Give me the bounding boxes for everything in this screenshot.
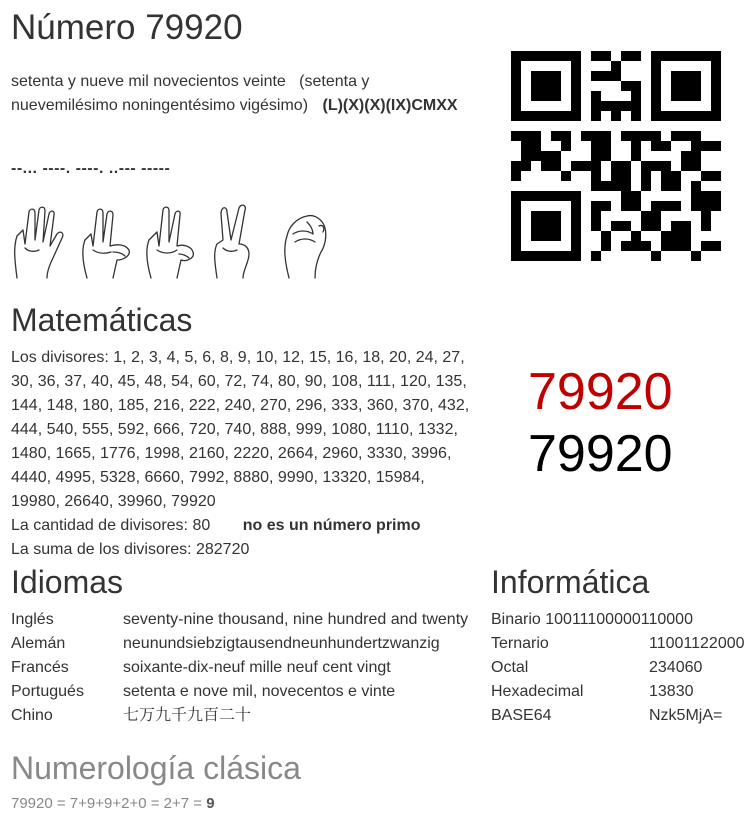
language-text: seventy-nine thousand, nine hundred and twenty — [123, 611, 469, 628]
math-heading: Matemáticas — [11, 302, 193, 338]
base-label: Hexadecimal — [491, 683, 584, 700]
ordinal-words: (setenta y nuevemilésimo noningentésimo vigésimo) — [11, 73, 370, 114]
language-name: Inglés — [11, 611, 54, 628]
language-name: Alemán — [11, 635, 66, 652]
language-text: 七万九千九百二十 — [123, 707, 252, 724]
prime-status: no es un número primo — [242, 517, 421, 534]
language-text: setenta e nove mil, novecentos e vinte — [123, 683, 396, 700]
language-name: Chino — [11, 707, 53, 724]
base-value: 234060 — [649, 659, 703, 676]
morse-code: --... ----. ----. ..--- ----- — [11, 160, 171, 177]
big-number-red: 79920 — [528, 363, 673, 421]
divisors-values: 1, 2, 3, 4, 5, 6, 8, 9, 10, 12, 15, 16, 18, 20, 24, 27, 30, 36, 37, 40, 45, 48, 54, 60, 72, 74, 80, 90, 108, 111, 120, 135, 144, 148, 180, 185, 216, 222, 240, 270, 296, 333, 360, 370, 432, 444, 540, 555, 592, 666, 720, 740, 888, 999, 1080, 1110, 1332, 1480, 1665, 1776, 1998, 2160, 2220, 2664, 2960, 3330, 3996, 4440, 4995, 5328, 6660, 7992, 8880, 9990, 13320, 15984, 19980, 26640, 39960, 79920 — [11, 349, 470, 510]
language-name: Francés — [11, 659, 69, 676]
number-in-words — [11, 70, 466, 118]
page-title: Número 79920 — [11, 8, 243, 47]
base-value: 13830 — [649, 683, 694, 700]
qr-code-icon — [511, 51, 721, 261]
language-name: Portugués — [11, 683, 84, 700]
divisor-count: La cantidad de divisores: 80 — [11, 517, 211, 534]
numerology-heading: Numerología clásica — [11, 750, 301, 786]
binary-row: Binario 10011100000110000 — [491, 611, 693, 628]
base-label: Ternario — [491, 635, 549, 652]
sign-language-hands-icon — [11, 200, 341, 282]
cardinal-words: setenta y nueve mil novecientos veinte — [11, 73, 286, 90]
language-text: soixante-dix-neuf mille neuf cent vingt — [123, 659, 391, 676]
base-value: Nzk5MjA= — [649, 707, 723, 724]
roman-numeral: (L)(X)(X)(IX)CMXX — [322, 97, 458, 114]
numerology-result: 9 — [206, 795, 215, 812]
numerology-formula — [11, 795, 215, 812]
divisor-sum: La suma de los divisores: 282720 — [11, 541, 250, 558]
numerology-sum: 79920 = 7+9+9+2+0 = 2+7 = — [11, 795, 207, 812]
base-value: 11001122000 — [649, 635, 745, 652]
base-label: Octal — [491, 659, 529, 676]
language-text: neunundsiebzigtausendneunhundertzwanzig — [123, 635, 440, 652]
divisor-count-line — [11, 514, 421, 538]
informatics-heading: Informática — [491, 564, 650, 600]
languages-heading: Idiomas — [11, 564, 124, 600]
base-label: BASE64 — [491, 707, 552, 724]
big-number-black: 79920 — [528, 425, 673, 483]
divisors-list — [11, 346, 473, 514]
divisors-label: Los divisores: — [11, 349, 109, 366]
